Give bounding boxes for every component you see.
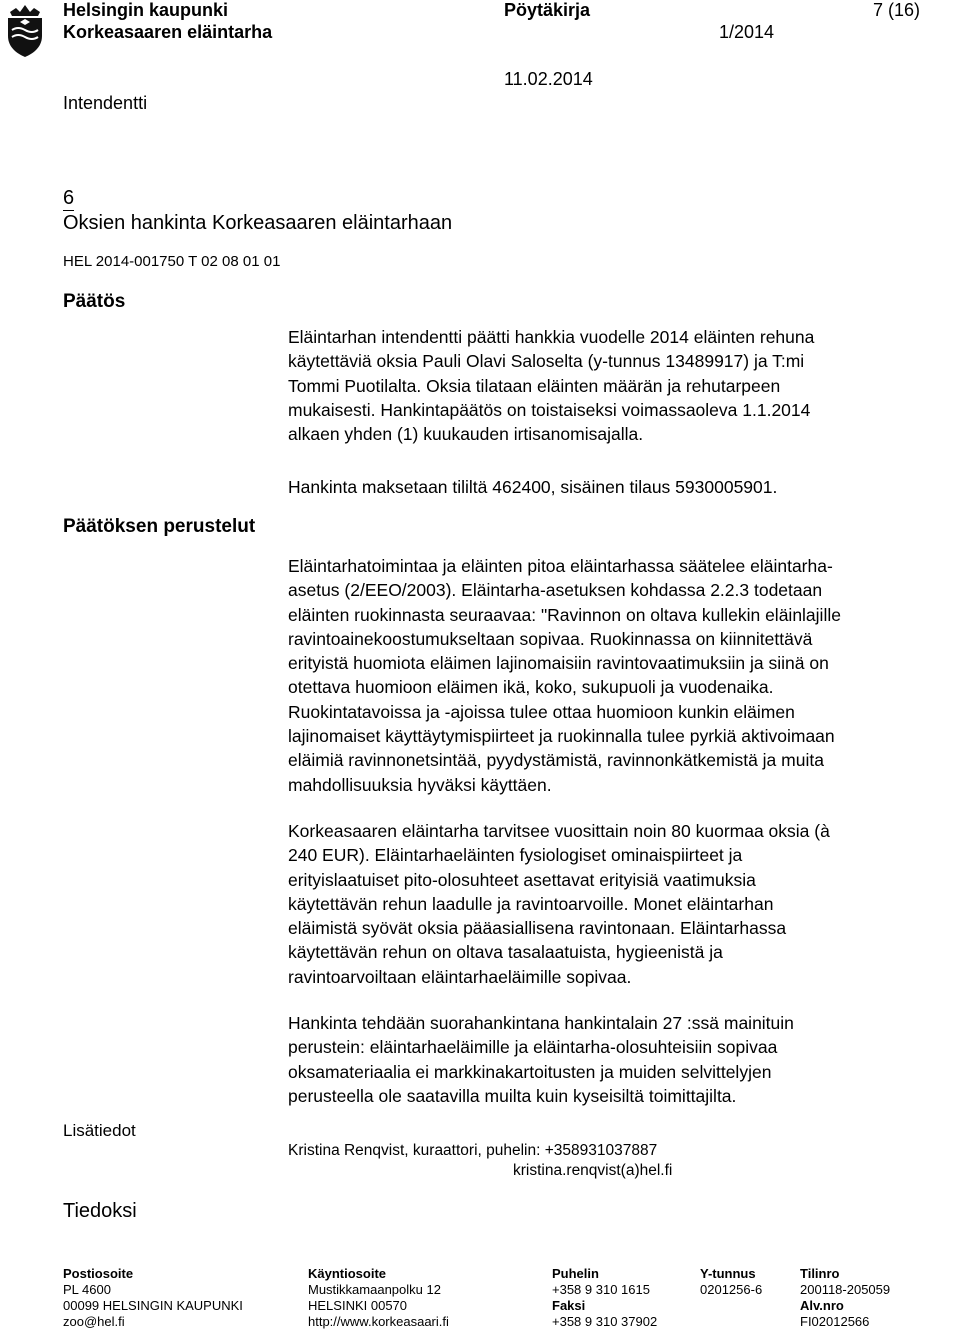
- section-title: Oksien hankinta Korkeasaaren eläintarhaan: [63, 212, 453, 234]
- footer-heading: Postiosoite: [63, 1266, 134, 1281]
- decision-text: [288, 325, 814, 446]
- reasons-line: eläinten ruokinnasta seuraavaa: "Ravinnon on oltava kullekin eläinlajille: [288, 604, 841, 625]
- more-info-label: Lisätiedot: [63, 1121, 136, 1140]
- decision-line: mukaisesti. Hankintapäätös on toistaiseksi voimassaoleva 1.1.2014: [288, 399, 811, 420]
- footer-phone: [552, 1266, 657, 1330]
- footer-value: FI02012566: [800, 1314, 870, 1329]
- reasons-line: käytettävän rehun on oltava tasalaatuista, hygieenistä ja: [288, 942, 723, 963]
- footer-value: +358 9 310 1615: [552, 1282, 650, 1297]
- footer-heading: Alv.nro: [800, 1298, 844, 1313]
- footer-value: http://www.korkeasaari.fi: [308, 1314, 449, 1329]
- header-doc-type: Pöytäkirja: [504, 0, 591, 20]
- reasons-line: 240 EUR). Eläintarhaeläinten fysiologiset ominaispiirteet ja: [288, 845, 743, 866]
- section-number: 6: [63, 187, 75, 209]
- reasons-line: mahdollisuuksia hyväksi käyttäen.: [288, 774, 552, 795]
- more-info-contact: Kristina Renqvist, kuraattori, puhelin: +358931037887: [288, 1142, 658, 1159]
- header-city: Helsingin kaupunki: [63, 0, 229, 20]
- footer-heading: Y-tunnus: [700, 1266, 756, 1281]
- reasons-line: Hankinta tehdään suorahankintana hankintalain 27 :ssä mainituin: [288, 1013, 794, 1033]
- decision-label: Päätös: [63, 291, 126, 312]
- decision-payment: Hankinta maksetaan tililtä 462400, sisäinen tilaus 5930005901.: [288, 477, 778, 497]
- reasons-label: Päätöksen perustelut: [63, 516, 256, 537]
- reasons-line: eläimiä ravinnonetsintää, pyydystämistä, ravinnonkätkemistä ja muita: [288, 750, 824, 771]
- reasons-line: ravintoarvoiltaan eläintarhaeläimille sopivaa.: [288, 966, 632, 987]
- decision-line: Tommi Puotilalta. Oksia tilataan eläinten määrän ja rehutarpeen: [288, 375, 781, 396]
- header-unit: Korkeasaaren eläintarha: [63, 22, 273, 42]
- reasons-line: käytettävän rehun laadulle ja ravintoarvoille. Monet eläintarhan: [288, 893, 774, 914]
- header-doc-number: 1/2014: [719, 22, 775, 42]
- footer-value: zoo@hel.fi: [63, 1314, 125, 1329]
- reasons-line: erityislaatuiset pito-olosuhteet asettavat erityisiä vaatimuksia: [288, 869, 756, 890]
- header-date: 11.02.2014: [504, 69, 593, 89]
- helsinki-coat-of-arms-logo: [2, 0, 48, 58]
- reasons-paragraph-2: [288, 819, 830, 989]
- reasons-line: oksamateriaalia ei markkinakartoitusten ja muiden selvittelyjen: [288, 1061, 772, 1082]
- reasons-paragraph-3: [288, 1011, 794, 1108]
- footer-postal-address: [63, 1266, 243, 1330]
- reasons-line: asetus (2/EEO/2003). Eläintarha-asetuksen kohdassa 2.2.3 todetaan: [288, 580, 823, 601]
- reasons-paragraph-1: [288, 554, 841, 797]
- footer-account: [800, 1266, 890, 1330]
- footer-heading: Faksi: [552, 1298, 586, 1313]
- notice-label: Tiedoksi: [63, 1200, 137, 1222]
- reasons-line: Korkeasaaren eläintarha tarvitsee vuosittain noin 80 kuormaa oksia (à: [288, 821, 830, 841]
- decision-line: käytettäviä oksia Pauli Olavi Saloselta (y-tunnus 13489917) ja T:mi: [288, 351, 805, 372]
- reasons-line: erityistä huomiota eläimen lajinomaisiin ravintovaatimuksiin ja siinä on: [288, 653, 829, 674]
- footer-heading: Käyntiosoite: [308, 1266, 387, 1281]
- reasons-line: otettava huomioon eläimen ikä, koko, sukupuoli ja vuodenaika.: [288, 677, 774, 698]
- footer-value: 00099 HELSINGIN KAUPUNKI: [63, 1298, 243, 1313]
- decision-line: Eläintarhan intendentti päätti hankkia vuodelle 2014 eläinten rehuna: [288, 327, 815, 347]
- footer-value: 200118-205059: [800, 1282, 891, 1297]
- footer-business-id: [700, 1266, 762, 1298]
- more-info-email: kristina.renqvist(a)hel.fi: [513, 1162, 673, 1179]
- footer-visiting-address: [308, 1266, 449, 1330]
- footer-value: +358 9 310 37902: [552, 1314, 658, 1329]
- reasons-line: Ruokintatavoissa ja -ajoissa tulee ottaa huomioon kunkin eläimen: [288, 701, 795, 722]
- reasons-line: perustein: eläintarhaeläimille ja eläintarha-olosuhteisiin sopivaa: [288, 1037, 778, 1058]
- footer-value: 0201256-6: [700, 1282, 763, 1297]
- footer-value: PL 4600: [63, 1282, 111, 1297]
- footer-value: Mustikkamaanpolku 12: [308, 1282, 441, 1297]
- footer-heading: Tilinro: [800, 1266, 840, 1281]
- footer-heading: Puhelin: [552, 1266, 599, 1281]
- reasons-line: perusteella ole saatavilla muilta kuin kyseisiltä toimittajilta.: [288, 1085, 737, 1106]
- footer-value: HELSINKI 00570: [308, 1298, 408, 1313]
- reasons-line: lajinomaiset käyttäytymispiirteet ja ruokinnalla tulee pyrkiä aktivoimaan: [288, 726, 835, 747]
- header-page-number: 7 (16): [873, 0, 921, 20]
- decision-line: alkaen yhden (1) kuukauden irtisanomisajalla.: [288, 424, 644, 445]
- section-reference: HEL 2014-001750 T 02 08 01 01: [63, 253, 281, 270]
- reasons-line: eläimistä syövät oksia pääasiallisena ravintonaan. Eläintarhassa: [288, 918, 787, 939]
- reasons-line: Eläintarhatoimintaa ja eläinten pitoa eläintarhassa säätelee eläintarha-: [288, 556, 833, 576]
- header-decision-body: Intendentti: [63, 93, 148, 113]
- reasons-line: ravintoainekoostumukseltaan sopivaa. Ruokinnassa on kiinnitettävä: [288, 628, 813, 649]
